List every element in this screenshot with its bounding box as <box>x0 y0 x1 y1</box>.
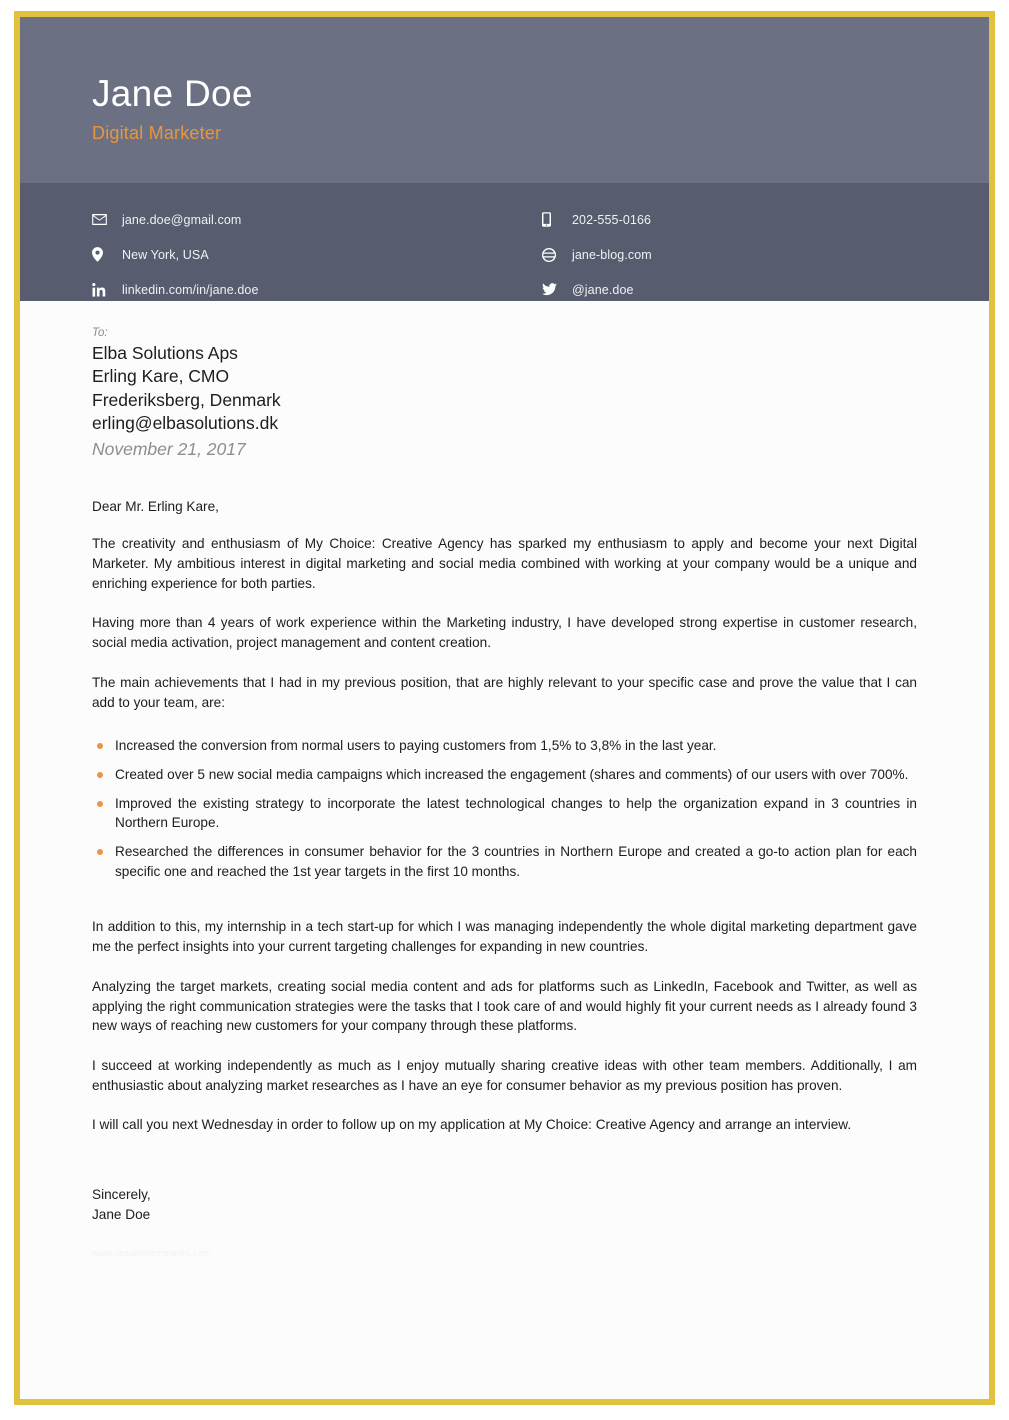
contact-value-phone: 202-555-0166 <box>572 212 652 227</box>
body-paragraph: The main achievements that I had in my previous position, that are highly relevant to your specific case and prove the value that I can add to your team, are: <box>92 674 917 710</box>
signoff-block <box>92 1185 917 1226</box>
watermark: www.resumetemplates.com <box>92 1247 212 1258</box>
twitter-icon <box>542 283 564 296</box>
letter-date: November 21, 2017 <box>92 439 246 460</box>
linkedin-icon <box>92 283 114 297</box>
contact-item-location[interactable] <box>92 237 532 272</box>
body-paragraph: I succeed at working independently as much as I enjoy mutually sharing creative ideas with other team members. Additionally, I am enthusiastic about analyzing market researches as I have an eye for consumer behavior as my previous position has proven. <box>92 1057 917 1093</box>
contact-value-website: jane-blog.com <box>572 247 652 262</box>
signature-name: Jane Doe <box>92 1207 151 1223</box>
website-icon <box>542 248 564 262</box>
recipient-company: Elba Solutions Aps <box>92 343 238 363</box>
location-icon <box>92 247 114 262</box>
job-title: Digital Marketer <box>92 122 222 143</box>
body-paragraph: The creativity and enthusiasm of My Choice: Creative Agency has sparked my enthusiasm to apply and become your next Digital Marketer. My ambitious interest in digital marketing and social media combined with working at your company would be a unique and enriching experience for both parties. <box>92 536 917 591</box>
contact-band <box>20 183 989 301</box>
body-paragraph: In addition to this, my internship in a tech start-up for which I was managing independently the whole digital marketing department gave me the perfect insights into your current targeting challenges for expanding in new countries. <box>92 919 917 955</box>
salutation: Dear Mr. Erling Kare, <box>92 499 219 515</box>
contact-value-linkedin: linkedin.com/in/jane.doe <box>122 282 259 297</box>
phone-icon <box>542 212 564 227</box>
body-paragraph: Having more than 4 years of work experience within the Marketing industry, I have developed strong expertise in customer research, social media activation, project management and content creation. <box>92 615 917 651</box>
document-page <box>14 11 995 1405</box>
body-paragraph: Analyzing the target markets, creating social media content and ads for platforms such as LinkedIn, Facebook and Twitter, as well as applying the right communication strategies were the tasks that I took care of and would highly fit your current needs as I already found 3 new ways of reaching new customers for your company through these platforms. <box>92 978 917 1034</box>
contact-item-phone[interactable] <box>542 202 972 237</box>
page-title: Jane Doe <box>92 73 253 114</box>
contact-column-right <box>532 202 972 301</box>
contact-column-left <box>92 202 532 301</box>
closing-text: Sincerely, <box>92 1187 151 1203</box>
contact-item-twitter[interactable] <box>542 272 972 307</box>
recipient-person: Erling Kare, CMO <box>92 366 230 387</box>
list-item: Improved the existing strategy to incorporate the latest technological changes to help the organization expand in 3 countries in Northern Europe. <box>92 794 917 833</box>
list-item: Created over 5 new social media campaigns which increased the engagement (shares and comments) of our users with over 700%. <box>92 765 917 785</box>
recipient-email: erling@elbasolutions.dk <box>92 412 279 433</box>
body-paragraph: I will call you next Wednesday in order to follow up on my application at My Choice: Creative Agency and arrange an interview. <box>92 1117 852 1133</box>
list-item: Increased the conversion from normal users to paying customers from 1,5% to 3,8% in the last year. <box>92 736 917 756</box>
contact-item-email[interactable] <box>92 202 532 237</box>
achievements-list <box>92 736 917 881</box>
to-label: To: <box>92 327 108 339</box>
contact-value-location: New York, USA <box>122 247 209 262</box>
contact-item-linkedin[interactable] <box>92 272 532 307</box>
email-icon <box>92 214 114 225</box>
letter-body <box>20 301 989 1258</box>
contact-item-website[interactable] <box>542 237 972 272</box>
recipient-city: Frederiksberg, Denmark <box>92 389 281 410</box>
header-name-band <box>20 17 989 183</box>
recipient-block <box>92 327 917 461</box>
contact-value-email: jane.doe@gmail.com <box>122 212 242 227</box>
list-item: Researched the differences in consumer behavior for the 3 countries in Northern Europe and created a go-to action plan for each specific one and reached the 1st year targets in the first 10 months. <box>92 842 917 881</box>
contact-value-twitter: @jane.doe <box>572 282 634 297</box>
